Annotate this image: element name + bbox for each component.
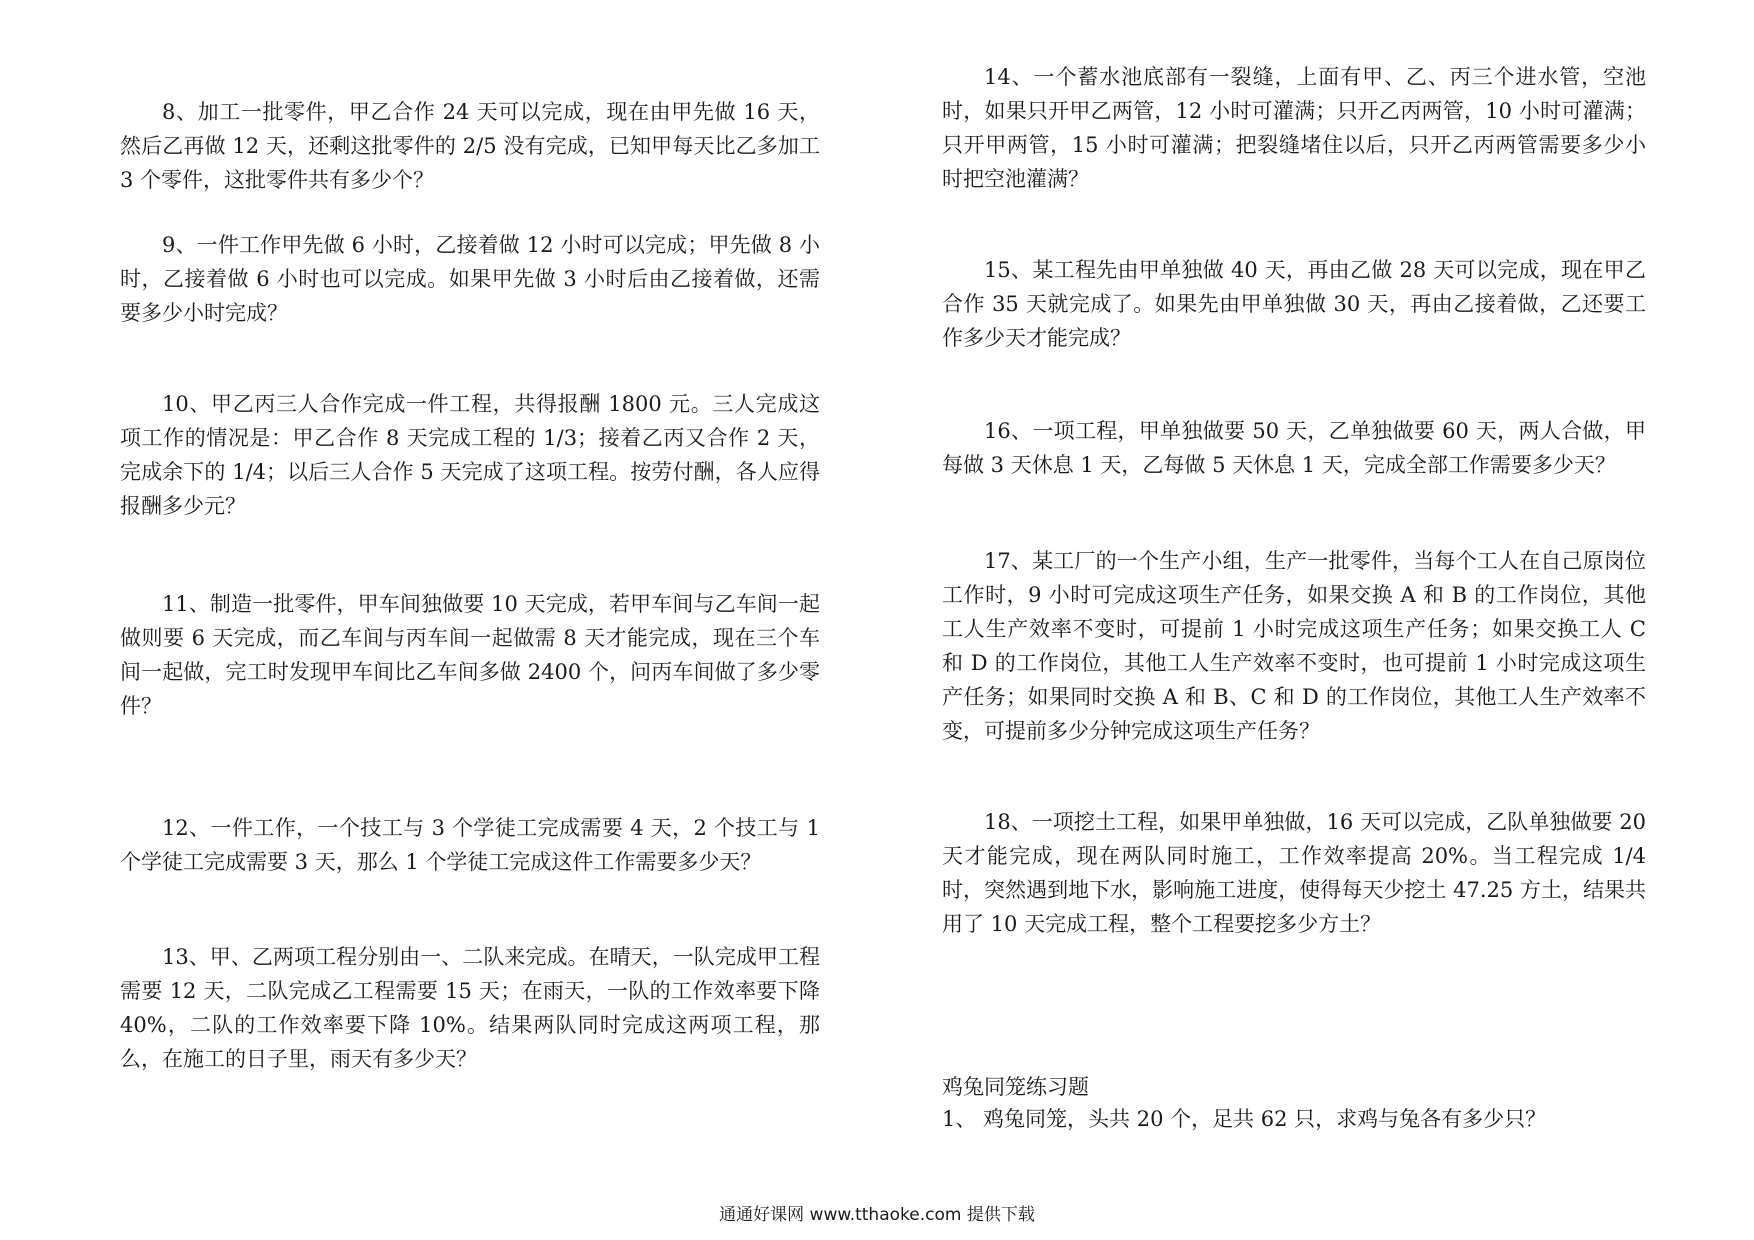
- problem-16: 16、一项工程，甲单独做要 50 天，乙单独做要 60 天，两人合做，甲每做 3 天休息 1 天，乙每做 5 天休息 1 天，完成全部工作需要多少天？: [942, 419, 1646, 477]
- problem-12: 12、一件工作，一个技工与 3 个学徒工完成需要 4 天，2 个技工与 1 个学徒工完成需要 3 天，那么 1 个学徒工完成这件工作需要多少天？: [120, 816, 820, 874]
- problem-9: 9、一件工作甲先做 6 小时，乙接着做 12 小时可以完成；甲先做 8 小时，乙接着做 6 小时也可以完成。如果甲先做 3 小时后由乙接着做，还需要多少小时完成？: [120, 233, 820, 325]
- section-item-1: 1、 鸡兔同笼，头共 20 个，足共 62 只，求鸡与兔各有多少只？: [942, 1107, 1547, 1131]
- problem-18: 18、一项挖土工程，如果甲单独做，16 天可以完成，乙队单独做要 20 天才能完成，现在两队同时施工，工作效率提高 20%。当工程完成 1/4 时，突然遇到地下水，影响施工进度，使得每天少挖土 47.25 方土，结果共用了 10 天完成工程，整个工程要挖多少方土？: [942, 810, 1646, 936]
- problem-15: 15、某工程先由甲单独做 40 天，再由乙做 28 天可以完成，现在甲乙合作 35 天就完成了。如果先由甲单独做 30 天，再由乙接着做，乙还要工作多少天才能完成？: [942, 258, 1646, 350]
- problem-10: 10、甲乙丙三人合作完成一件工程，共得报酬 1800 元。三人完成这项工作的情况是：甲乙合作 8 天完成工程的 1/3；接着乙丙又合作 2 天，完成余下的 1/4；以后三人合作 5 天完成了这项工程。按劳付酬，各人应得报酬多少元？: [120, 392, 820, 518]
- section-title: 鸡兔同笼练习题: [942, 1075, 1089, 1099]
- problem-13: 13、甲、乙两项工程分别由一、二队来完成。在晴天，一队完成甲工程需要 12 天，二队完成乙工程需要 15 天；在雨天，一队的工作效率要下降 40%，二队的工作效率要下降 10%。结果两队同时完成这两项工程，那么，在施工的日子里，雨天有多少天？: [120, 945, 820, 1071]
- problem-8: 8、加工一批零件，甲乙合作 24 天可以完成，现在由甲先做 16 天，然后乙再做 12 天，还剩这批零件的 2/5 没有完成，已知甲每天比乙多加工 3 个零件，这批零件共有多少个？: [120, 100, 820, 192]
- footer-credit: 通通好课网 www.tthaoke.com 提供下载: [719, 1205, 1035, 1225]
- problem-17: 17、某工厂的一个生产小组，生产一批零件，当每个工人在自己原岗位工作时，9 小时可完成这项生产任务，如果交换 A 和 B 的工作岗位，其他工人生产效率不变时，可提前 1 小时完成这项生产任务；如果交换工人 C 和 D 的工作岗位，其他工人生产效率不变时，也可提前 1 小时完成这项生产任务；如果同时交换 A 和 B、C 和 D 的工作岗位，其他工人生产效率不变，可提前多少分钟完成这项生产任务？: [942, 549, 1646, 743]
- problem-14: 14、一个蓄水池底部有一裂缝，上面有甲、乙、丙三个进水管，空池时，如果只开甲乙两管，12 小时可灌满；只开乙丙两管，10 小时可灌满；只开甲两管，15 小时可灌满；把裂缝堵住以后，只开乙丙两管需要多少小时把空池灌满？: [942, 65, 1646, 191]
- problem-11: 11、制造一批零件，甲车间独做要 10 天完成，若甲车间与乙车间一起做则要 6 天完成，而乙车间与丙车间一起做需 8 天才能完成，现在三个车间一起做，完工时发现甲车间比乙车间多做 2400 个，问丙车间做了多少零件？: [120, 592, 820, 718]
